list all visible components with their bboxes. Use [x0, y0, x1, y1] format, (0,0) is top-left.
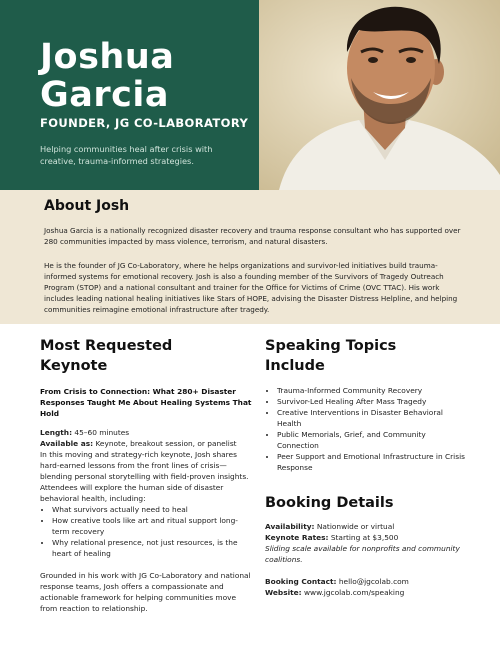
- booking-sliding-note: Sliding scale available for nonprofits and community coalitions.: [265, 544, 460, 564]
- booking-rates-label: Keynote Rates:: [265, 533, 329, 542]
- keynote-bullet: • What survivors actually need to heal: [52, 504, 254, 515]
- topics-heading: [265, 336, 465, 376]
- topics-heading-line-1: Speaking Topics: [265, 338, 397, 354]
- booking-website: [265, 587, 465, 598]
- topics-list: [265, 385, 465, 473]
- about-heading: About Josh: [44, 198, 130, 214]
- header-banner: [0, 0, 500, 190]
- keynote-bullet: • Why relational presence, not just resources, is the heart of healing: [52, 537, 254, 559]
- booking-contact: [265, 576, 465, 587]
- topic-item: • Trauma-Informed Community Recovery: [277, 385, 465, 396]
- booking-heading: Booking Details: [265, 495, 394, 511]
- keynote-length-label: Length:: [40, 428, 73, 437]
- speaker-title: FOUNDER, JG CO-LABORATORY: [40, 116, 249, 130]
- keynote-heading-line-1: Most Requested: [40, 338, 173, 354]
- speaker-last-name: Garcia: [40, 75, 169, 115]
- booking-website-label: Website:: [265, 588, 302, 597]
- keynote-available-label: Available as:: [40, 439, 94, 448]
- booking-availability-label: Availability:: [265, 522, 315, 531]
- speaker-name: [40, 38, 174, 114]
- portrait-illustration: [259, 0, 500, 190]
- topics-heading-line-2: Include: [265, 358, 325, 374]
- keynote-closing: Grounded in his work with JG Co-Laboratory and national response teams, Josh offers a compassionate and actionable framework for helping communities move from reaction to relationship.: [40, 571, 251, 613]
- about-section: [0, 190, 500, 324]
- keynote-section: [40, 336, 254, 614]
- booking-website-link[interactable]: www.jgcolab.com/speaking: [303, 588, 405, 597]
- topic-item: • Creative Interventions in Disaster Behavioral Health: [277, 407, 465, 429]
- booking-availability-value: Nationwide or virtual: [316, 522, 395, 531]
- booking-contact-label: Booking Contact:: [265, 577, 337, 586]
- keynote-availability: [40, 438, 254, 449]
- keynote-bullet-list: [40, 504, 254, 559]
- booking-contact-email-link[interactable]: hello@jgcolab.com: [338, 577, 409, 586]
- topic-item: • Survivor-Led Healing After Mass Tragedy: [277, 396, 465, 407]
- keynote-length-value: 45–60 minutes: [74, 428, 130, 437]
- about-paragraph-2: He is the founder of JG Co-Laboratory, where he helps organizations and survivor-led initiatives build trauma-informed systems for emotional recovery. Josh is also a founding member of the Survivors of Tragedy Outreach Program (STOP) and a national consultant and trainer for the Office for Victims of Crime (OVC TTAC). His work includes leading national healing initiatives like Stars of HOPE, advising the Disaster Distress Helpline, and helping communities reimagine emotional infrastructure after tragedy.: [44, 261, 458, 314]
- speaker-first-name: Joshua: [40, 37, 175, 77]
- keynote-heading: [40, 336, 254, 376]
- speaker-tagline: Helping communities heal after crisis with creative, trauma-informed strategies.: [40, 144, 213, 166]
- header-panel: [0, 0, 259, 190]
- keynote-description: In this moving and strategy-rich keynote, Josh shares hard-earned lessons from the front lines of crisis—blending personal storytelling with field-proven insights. Attendees will explore the human side of disaster behavioral health, including:: [40, 450, 249, 503]
- topic-item: • Peer Support and Emotional Infrastructure in Crisis Response: [277, 451, 465, 473]
- keynote-length: [40, 427, 254, 438]
- keynote-heading-line-2: Keynote: [40, 358, 108, 374]
- booking-availability: [265, 521, 465, 532]
- booking-details: [265, 521, 465, 598]
- topics-section: [265, 336, 465, 598]
- booking-rates: [265, 532, 465, 543]
- keynote-available-value: Keynote, breakout session, or panelist: [95, 439, 237, 448]
- keynote-title: From Crisis to Connection: What 280+ Disaster Responses Taught Me About Healing Systems That Hold: [40, 387, 252, 418]
- keynote-bullet: • How creative tools like art and ritual support long-term recovery: [52, 515, 254, 537]
- speaker-photo: [259, 0, 500, 190]
- booking-rates-value: Starting at $3,500: [330, 533, 399, 542]
- about-paragraph-1: Joshua Garcia is a nationally recognized disaster recovery and trauma response consultant who has supported over 280 communities impacted by mass violence, terrorism, and natural disasters.: [44, 226, 461, 246]
- topic-item: • Public Memorials, Grief, and Community Connection: [277, 429, 465, 451]
